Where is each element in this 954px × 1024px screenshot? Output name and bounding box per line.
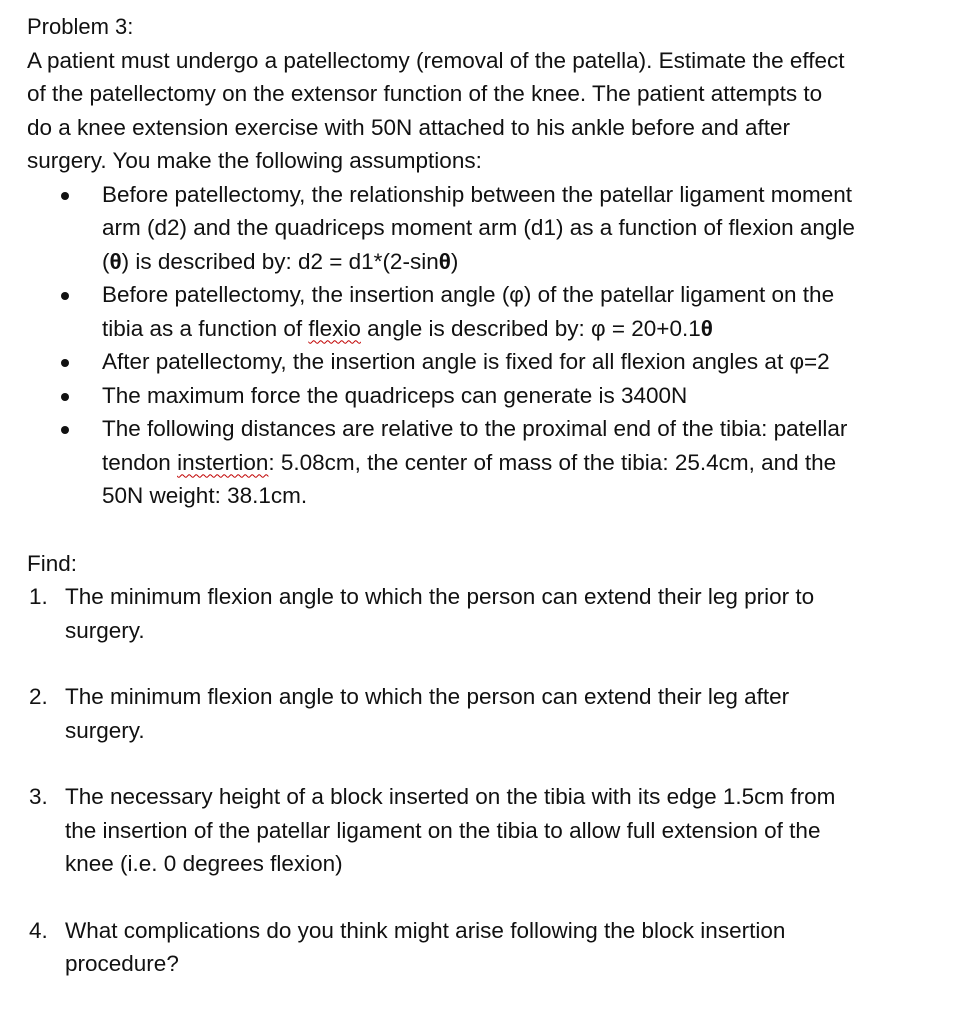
spacer	[27, 647, 947, 680]
question-line: What complications do you think might arise following the block insertion	[65, 917, 786, 943]
assumption-line	[102, 245, 947, 279]
assumption-item	[27, 379, 947, 413]
assumption-line: The following distances are relative to the proximal end of the tibia: patellar	[102, 416, 848, 441]
question-line: The necessary height of a block inserted on the tibia with its edge 1.5cm from	[65, 784, 836, 809]
bullet-icon	[61, 359, 69, 367]
question-line: surgery.	[65, 717, 145, 743]
assumption-line: 50N weight: 38.1cm.	[102, 483, 308, 508]
question-line: The minimum flexion angle to which the person can extend their leg prior to	[65, 584, 815, 609]
bullet-icon	[61, 292, 69, 300]
question-number: 3.	[29, 784, 48, 809]
text-span: tibia as a function of	[102, 315, 309, 341]
question-line: knee (i.e. 0 degrees flexion)	[65, 851, 343, 876]
text-span: angle is described by: φ = 20+0.1	[360, 315, 701, 341]
theta-symbol: θ	[109, 248, 122, 274]
text-span: : 5.08cm, the center of mass of the tibia: 25.4cm, and the	[268, 449, 837, 475]
assumption-line: After patellectomy, the insertion angle is fixed for all flexion angles at φ=2	[102, 349, 830, 374]
assumption-line: Before patellectomy, the insertion angle (φ) of the patellar ligament on the	[102, 282, 835, 307]
intro-line: do a knee extension exercise with 50N attached to his ankle before and after	[27, 114, 790, 140]
spellcheck-flagged-word[interactable]: flexio	[308, 315, 361, 341]
theta-symbol: θ	[700, 315, 713, 341]
question-item	[27, 580, 947, 647]
bullet-icon	[61, 426, 69, 434]
find-label: Find:	[27, 550, 78, 576]
problem-title: Problem 3:	[27, 14, 134, 39]
question-number: 1.	[29, 584, 48, 609]
paren-text: )	[450, 248, 459, 274]
question-item	[27, 780, 947, 881]
bullet-icon	[61, 393, 69, 401]
assumption-line: arm (d2) and the quadriceps moment arm (d1) as a function of flexion angle	[102, 215, 855, 240]
spacer	[27, 747, 947, 780]
assumption-item	[27, 412, 947, 513]
equation-text: ) is described by: d2 = d1*(2-sin	[121, 248, 439, 274]
questions-list	[27, 580, 947, 981]
question-number: 4.	[29, 917, 48, 943]
assumption-item	[27, 278, 947, 345]
assumptions-list	[27, 178, 947, 513]
assumption-line	[102, 446, 947, 480]
theta-symbol: θ	[438, 248, 451, 274]
paren-text: (	[102, 248, 110, 274]
question-item	[27, 680, 947, 747]
question-line: procedure?	[65, 951, 179, 976]
intro-line: A patient must undergo a patellectomy (removal of the patella). Estimate the effect	[27, 47, 845, 73]
document-page	[27, 10, 947, 981]
problem-intro	[27, 44, 947, 178]
intro-line: surgery. You make the following assumptions:	[27, 148, 482, 173]
question-line: the insertion of the patellar ligament on the tibia to allow full extension of the	[65, 817, 821, 843]
assumption-line: Before patellectomy, the relationship between the patellar ligament moment	[102, 181, 853, 207]
question-number: 2.	[29, 684, 48, 709]
bullet-icon	[61, 192, 69, 200]
intro-line: of the patellectomy on the extensor function of the knee. The patient attempts to	[27, 81, 823, 106]
assumption-line: The maximum force the quadriceps can generate is 3400N	[102, 382, 688, 408]
spellcheck-flagged-word[interactable]: instertion	[177, 449, 269, 475]
assumption-item	[27, 178, 947, 279]
spacer	[27, 513, 947, 547]
text-span: tendon	[102, 449, 178, 475]
question-line: The minimum flexion angle to which the person can extend their leg after	[65, 684, 790, 709]
assumption-line	[102, 312, 947, 346]
question-item	[27, 914, 947, 981]
question-line: surgery.	[65, 617, 145, 643]
spacer	[27, 881, 947, 914]
assumption-item	[27, 345, 947, 379]
